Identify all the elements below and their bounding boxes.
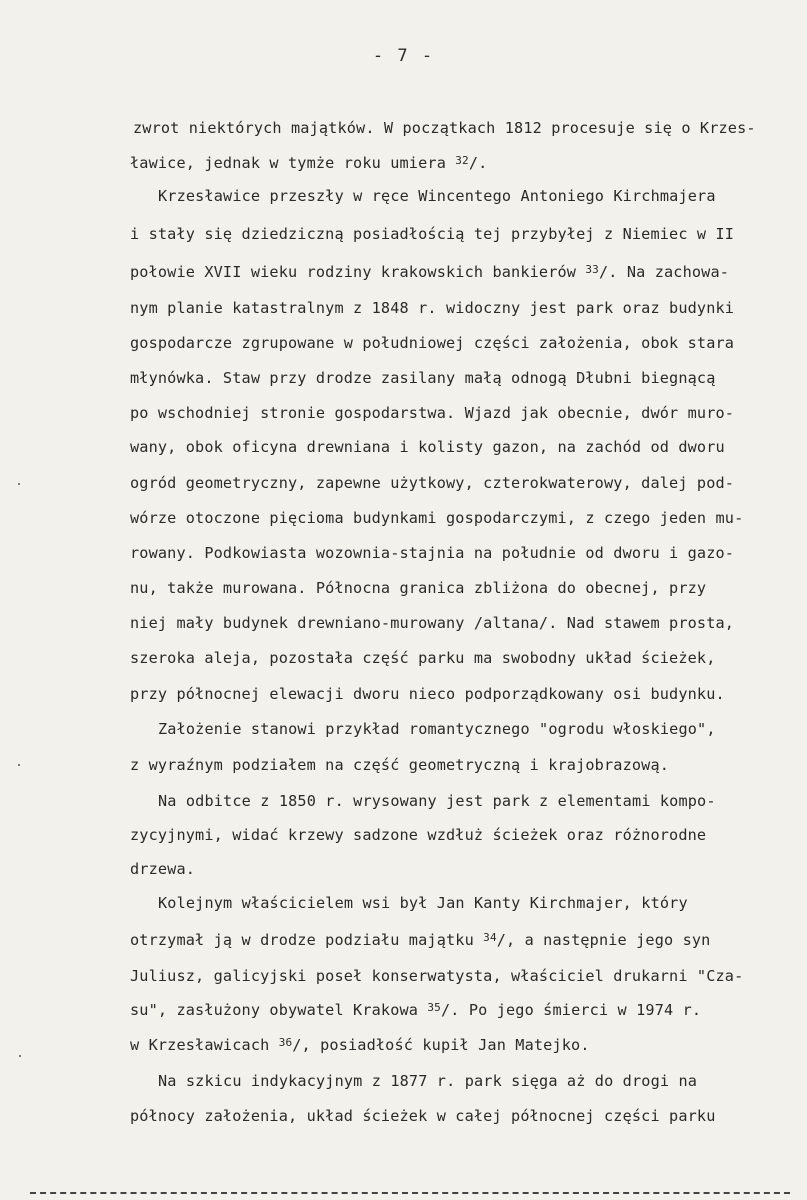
text-run: Kolejnym właścicielem wsi był Jan Kanty Kirchmajer, który (158, 894, 688, 912)
text-line (158, 1071, 697, 1091)
text-line (130, 153, 487, 175)
margin-mark (19, 1055, 21, 1057)
text-run: /. Na zachowa- (598, 263, 730, 281)
text-run: /. Po jego śmierci w 1974 r. (440, 1001, 702, 1019)
text-line (130, 473, 734, 493)
page-bottom-rule (30, 1192, 790, 1194)
text-run: zycyjnymi, widać krzewy sadzone wzdłuż ścieżek oraz różnorodne (130, 826, 707, 844)
text-line (130, 859, 195, 879)
text-line (130, 825, 706, 845)
text-line (130, 1000, 701, 1022)
text-line (130, 1106, 716, 1126)
text-run: połowie XVII wieku rodziny krakowskich bankierów (130, 263, 586, 281)
footnote-ref: 35 (427, 1001, 441, 1014)
text-run: nu, także murowana. Północna granica zbliżona do obecnej, przy (130, 579, 707, 597)
text-run: niej mały budynek drewniano-murowany /altana/. Nad stawem prosta, (130, 614, 735, 632)
text-line (130, 224, 734, 244)
text-run: zwrot niektórych majątków. W początkach 1812 procesuje się o Krzes- (133, 119, 756, 137)
text-run: /, a następnie jego syn (496, 931, 711, 949)
text-line (130, 966, 743, 986)
text-line (130, 930, 710, 952)
footnote-ref: 33 (585, 263, 599, 276)
text-run: Juliusz, galicyjski poseł konserwatysta, właściciel drukarni "Cza- (130, 967, 744, 985)
text-line (130, 368, 716, 388)
page-number: - 7 - (372, 46, 435, 66)
text-line (158, 791, 716, 811)
text-run: północy założenia, układ ścieżek w całej północnej części parku (130, 1107, 716, 1125)
text-run: rowany. Podkowiasta wozownia-stajnia na południe od dworu i gazo- (130, 544, 735, 562)
text-run: /. (468, 154, 488, 172)
text-run: wórze otoczone pięcioma budynkami gospodarczymi, z czego jeden mu- (130, 509, 744, 527)
text-run: przy północnej elewacji dworu nieco podporządkowany osi budynku. (130, 685, 725, 703)
text-run: w Krzesławicach (130, 1036, 279, 1054)
text-line (133, 118, 756, 138)
text-line (130, 1035, 590, 1057)
text-line (130, 298, 734, 318)
text-line (130, 508, 743, 528)
text-line (130, 543, 734, 563)
text-line (158, 893, 688, 913)
text-run: nym planie katastralnym z 1848 r. widoczny jest park oraz budynki (130, 299, 735, 317)
text-run: drzewa. (130, 860, 196, 878)
text-run: gospodarcze zgrupowane w południowej części założenia, obok stara (130, 334, 735, 352)
text-run: po wschodniej stronie gospodarstwa. Wjazd jak obecnie, dwór muro- (130, 404, 735, 422)
text-line (130, 403, 734, 423)
margin-mark (18, 483, 20, 485)
footnote-ref: 32 (455, 154, 469, 167)
text-line (158, 719, 716, 739)
text-run: ławice, jednak w tymże roku umiera (130, 154, 456, 172)
text-line (130, 755, 669, 775)
text-run: Na szkicu indykacyjnym z 1877 r. park sięga aż do drogi na (158, 1072, 698, 1090)
text-line (130, 613, 734, 633)
text-run: i stały się dziedziczną posiadłością tej przybyłej z Niemiec w II (130, 225, 735, 243)
text-run: ogród geometryczny, zapewne użytkowy, czterokwaterowy, dalej pod- (130, 474, 735, 492)
text-run: z wyraźnym podziałem na część geometryczną i krajobrazową. (130, 756, 670, 774)
text-run: /, posiadłość kupił Jan Matejko. (292, 1036, 590, 1054)
text-run: szeroka aleja, pozostała część parku ma swobodny układ ścieżek, (130, 649, 716, 667)
text-run: Krzesławice przeszły w ręce Wincentego Antoniego Kirchmajera (158, 187, 716, 205)
text-line (130, 262, 729, 284)
text-run: otrzymał ją w drodze podziału majątku (130, 931, 484, 949)
text-line (158, 186, 716, 206)
text-line (130, 684, 725, 704)
text-run: młynówka. Staw przy drodze zasilany małą odnogą Dłubni biegnącą (130, 369, 716, 387)
text-line (130, 648, 716, 668)
margin-mark (18, 764, 20, 766)
footnote-ref: 34 (483, 931, 497, 944)
text-line (130, 578, 706, 598)
text-run: su", zasłużony obywatel Krakowa (130, 1001, 428, 1019)
text-line (130, 437, 725, 457)
footnote-ref: 36 (278, 1036, 293, 1049)
text-run: Na odbitce z 1850 r. wrysowany jest park z elementami kompo- (158, 792, 716, 810)
text-line (130, 333, 734, 353)
text-run: wany, obok oficyna drewniana i kolisty gazon, na zachód od dworu (130, 438, 725, 456)
text-run: Założenie stanowi przykład romantycznego "ogrodu włoskiego", (158, 720, 716, 738)
